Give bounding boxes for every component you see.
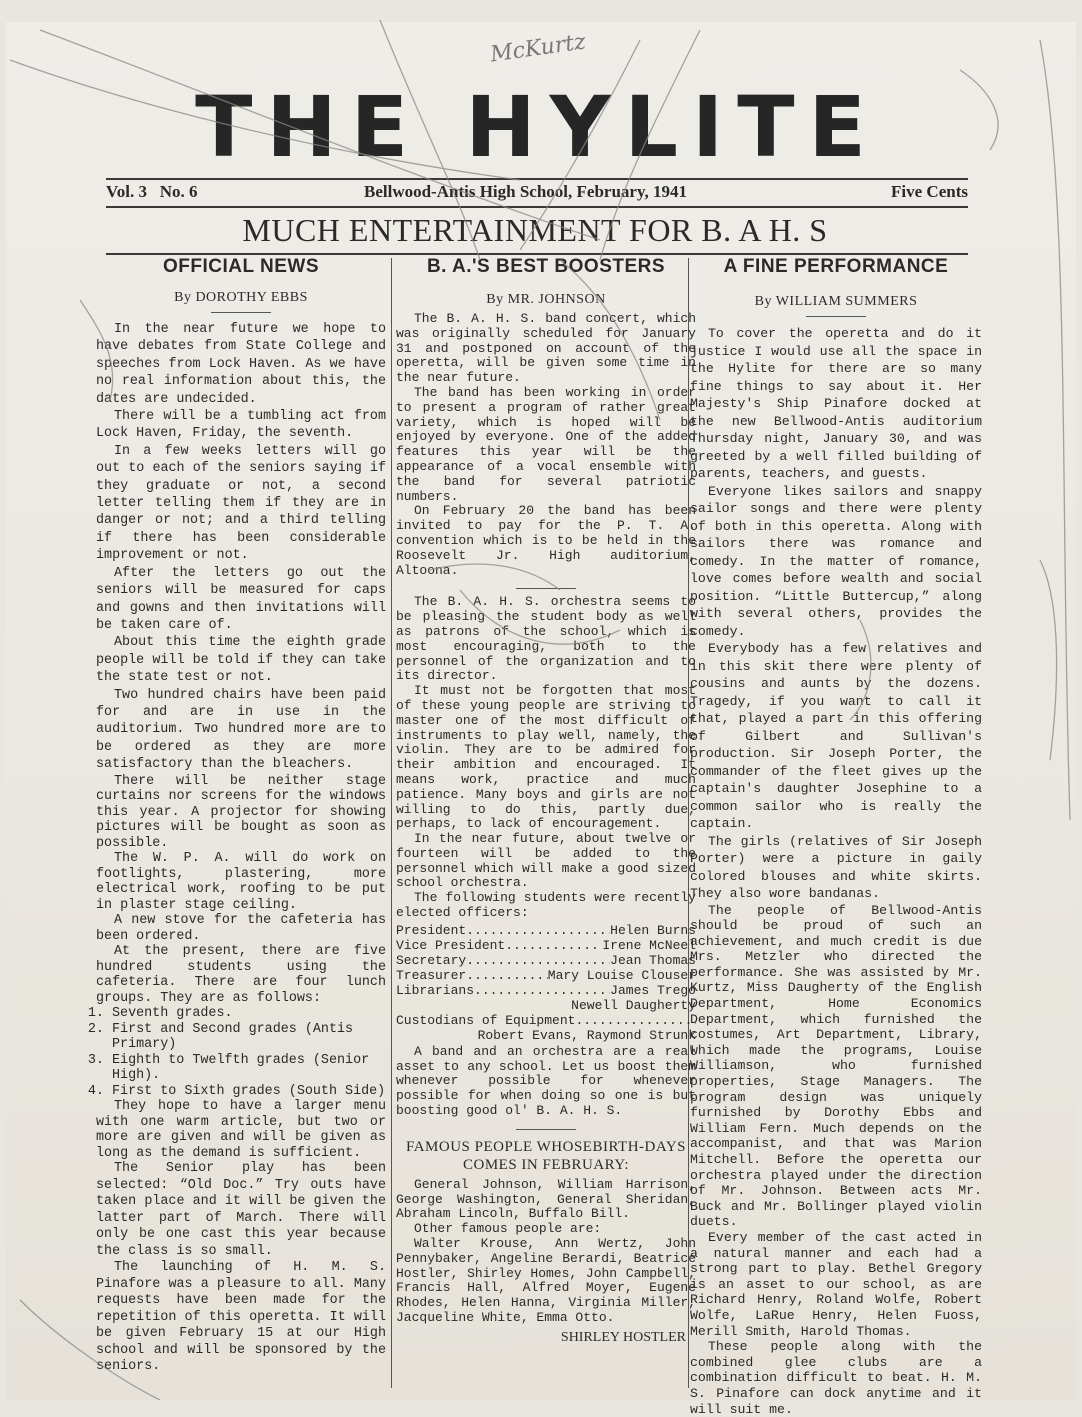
paragraph: The girls (relatives of Sir Joseph Porter) were a picture in gaily colored blouses and white skirts. They also wore bandanas.: [690, 833, 982, 901]
officer-row: Robert Evans, Raymond Strunk: [477, 1027, 696, 1043]
pencil-signature: McKurtz: [488, 29, 588, 68]
paragraph: Everybody has a few relatives and in this skit there were plenty of cousins and aunts by the dozens. Tragedy, if you want to call it that, played a part in this offering of Gilbert and Sullivan's production. Sir Joseph Porter, the commander of the fleet gives up the captain's daughter Josephine to a common sailor who is really the captain.: [690, 641, 982, 831]
paragraph: Every member of the cast acted in a natural manner and each had a strong part to play. Bethel Gregory is an asset to our school, as are Richard Henry, Roland Wolfe, Robert Wolfe, LaRue Henry, Helen Fuoss, Merill Smith, Harold Thomas.: [690, 1229, 982, 1339]
article-title: B. A.'S BEST BOOSTERS: [426, 256, 666, 277]
officer-row: Custodians of Equipment .....: [396, 1013, 696, 1028]
paragraph: The Senior play has been selected: “Old Doc.” Try outs have taken place and it will be given the latter part of March. There will only be one cast this year because the class is so small.: [96, 1161, 386, 1259]
headline-rule: [106, 253, 968, 255]
lunch-groups-list: [96, 1006, 386, 1099]
column-official-news: [96, 256, 386, 1376]
paragraph: General Johnson, William Harrison, George Washington, General Sheridan, Abraham Lincoln, Buffalo Bill.: [396, 1176, 696, 1222]
paragraph: The launching of H. M. S. Pinafore was a pleasure to all. Many requests have been made for the repetition of this operetta. It will be given February 15 at our High school and will be sponsored by the seniors.: [96, 1260, 386, 1375]
paragraph: To cover the operetta and do it justice I would use all the space in the Hylite for there are so many fine things to say about it. Her Majesty's Ship Pinafore docked at the new Bellwood-Antis auditorium Thursday night, January 30, and was greeted by a well filled building of parents, teachers, and guests.: [690, 326, 982, 481]
column-best-boosters: [396, 256, 696, 1346]
section-rule: [516, 588, 576, 589]
byline-rule: [211, 312, 271, 313]
column-fine-performance: [690, 256, 982, 1417]
officer-row: President ..... Helen Burns: [396, 923, 696, 938]
price: Five Cents: [891, 182, 968, 201]
officer-row: Librarians ..... James Trego: [396, 983, 696, 998]
byline-rule: [806, 316, 866, 317]
paragraph: The B. A. H. S. band concert, which was originally scheduled for January 31 and postponed on account of the operetta, will be given some time in the near future.: [396, 311, 696, 386]
paragraph: Everyone likes sailors and snappy sailor songs and there were plenty of both in this operetta. Along with sailors there was romance and comedy. In the matter of romance, love comes before wealth and social position. “Little Buttercup,” along with several others, provides the comedy.: [690, 483, 982, 639]
column-divider-1: [391, 258, 392, 1388]
signoff: SHIRLEY HOSTLER: [560, 1329, 686, 1345]
paragraph: A new stove for the cafeteria has been ordered.: [96, 913, 386, 944]
officers-list: [396, 923, 696, 1043]
article-title: OFFICIAL NEWS: [162, 256, 320, 277]
famous-birthdays-title: FAMOUS PEOPLE WHOSEBIRTH-DAYS COMES IN FEBRUARY:: [405, 1138, 687, 1173]
paragraph: Two hundred chairs have been paid for and are in use in the auditorium. Two hundred more are to be ordered as they are more satisfactory than the bleachers.: [96, 687, 386, 773]
paragraph: In the near future, about twelve or fourteen will be added to the personnel which will make a good sized school orchestra.: [396, 831, 696, 891]
issue-info-bar: [106, 180, 968, 206]
list-item: 3. Eighth to Twelfth grades (Senior High).: [112, 1053, 386, 1084]
officer-row: Secretary ..... Jean Thomas: [396, 953, 696, 968]
paragraph: They hope to have a larger menu with one warm article, but two or more are given and will be given as long as the demand is sufficient.: [96, 1099, 386, 1161]
paragraph: The following students were recently elected officers:: [396, 890, 696, 921]
list-item: 4. First to Sixth grades (South Side): [112, 1084, 386, 1100]
main-headline: MUCH ENTERTAINMENT FOR B. A H. S: [242, 212, 828, 248]
paragraph: In the near future we hope to have debates from State College and speeches from Lock Haven. As we have no real information about this, the dates are undecided.: [96, 322, 386, 407]
list-item: 1. Seventh grades.: [112, 1006, 386, 1022]
paragraph: In a few weeks letters will go out to each of the seniors saying if they graduate or not, a second letter telling them if they are in danger or not; and a third telling if there has been considerable improvement or not.: [96, 443, 386, 564]
info-rule: [106, 206, 968, 208]
paragraph: The W. P. A. will do work on footlights, plastering, more electrical work, roofing to be put in plaster stage ceiling.: [96, 851, 386, 913]
paragraph: At the present, there are five hundred students using the cafeteria. There are four lunch groups. They are as follows:: [96, 944, 386, 1006]
paragraph: On February 20 the band has been invited to pay for the P. T. A. convention which is to be held in the Roosevelt Jr. High auditorium, Altoona.: [396, 503, 696, 578]
school-and-date: Bellwood-Antis High School, February, 1941: [364, 182, 688, 201]
paragraph: Walter Krouse, Ann Wertz, John Pennybaker, Angeline Berardi, Beatrice Hostler, Shirley Homes, John Campbell, Francis Hall, Alfred Moyer, Eugene Rhodes, Helen Hanna, Virginia Miller, Jacqueline White, Emma Otto.: [396, 1236, 696, 1326]
officer-row: Treasurer ..... Mary Louise Clouser: [396, 968, 696, 983]
article-body: [96, 321, 386, 1376]
article-body: [396, 312, 696, 1346]
byline: By WILLIAM SUMMERS: [754, 294, 918, 309]
paragraph: A band and an orchestra are a real asset to any school. Let us boost them whenever possible for whenever possible for when doing so one is but boosting good ol' B. A. H. S.: [396, 1043, 696, 1119]
paragraph: These people along with the combined glee clubs are a combination difficult to beat. H. M. S. Pinafore can dock anytime and it will suit me.: [690, 1339, 982, 1417]
paragraph: There will be neither stage curtains nor screens for the windows this year. A projector for showing pictures will be bought as soon as possible.: [96, 773, 386, 851]
section-rule: [516, 1129, 576, 1130]
article-body: [690, 325, 982, 1417]
paragraph: There will be a tumbling act from Lock Haven, Friday, the seventh.: [96, 409, 386, 442]
masthead-title: THE HYLITE: [195, 78, 880, 176]
list-item: 2. First and Second grades (Antis Primary): [112, 1022, 386, 1053]
officer-row: Vice President ..... Irene McNeel: [396, 938, 696, 953]
officer-row: Newell Daugherty: [571, 997, 696, 1013]
paragraph: After the letters go out the seniors will be measured for caps and gowns and then invitations will be taken care of.: [96, 565, 386, 633]
article-title: A FINE PERFORMANCE: [723, 256, 949, 277]
volume-number: Vol. 3 No. 6: [106, 182, 198, 201]
byline: By DOROTHY EBBS: [174, 290, 308, 305]
paragraph: It must not be forgotten that most of these young people are striving to master one of the most difficult of instruments to play well, namely, the violin. They are to be admired for their ambition and encouraged. It means work, practice and much patience. Many boys and girls are not willing to do this, partly due, perhaps, to lack of encouragement.: [396, 683, 696, 832]
paragraph: About this time the eighth grade people will be told if they can take the state test or not.: [96, 635, 386, 686]
paragraph: The B. A. H. S. orchestra seems to be pleasing the student body as well as patrons of the school, which is most encouraging, both to the personnel of the organization and to its director.: [396, 594, 696, 684]
paragraph: The band has been working in order to present a program of rather great variety, which is hoped will be enjoyed by everyone. One of the added features this year will be the appearance of a vocal ensemble with the band for several patriotic numbers.: [396, 384, 696, 504]
paragraph: Other famous people are:: [414, 1221, 602, 1237]
paragraph: The people of Bellwood-Antis should be proud of such an achievement, and much credit is due Mrs. Metzler who directed the performance. She was assisted by Mr. Kurtz, Miss Daugherty of the English Department, Home Economics Department, which furnished the costumes, Art Department, Library, which made the programs, Louise Williamson, who furnished properties, Stage Managers. The program design was uniquely furnished by Dorothy Ebbs and William Fern. Much depends on the accompanist, and that was Marion Mitchell. Before the operetta our orchestra played under the direction of Mr. Johnson. Between acts Mr. Buck and Mr. Bollinger played violin duets.: [690, 902, 982, 1230]
byline: By MR. JOHNSON: [486, 292, 606, 307]
